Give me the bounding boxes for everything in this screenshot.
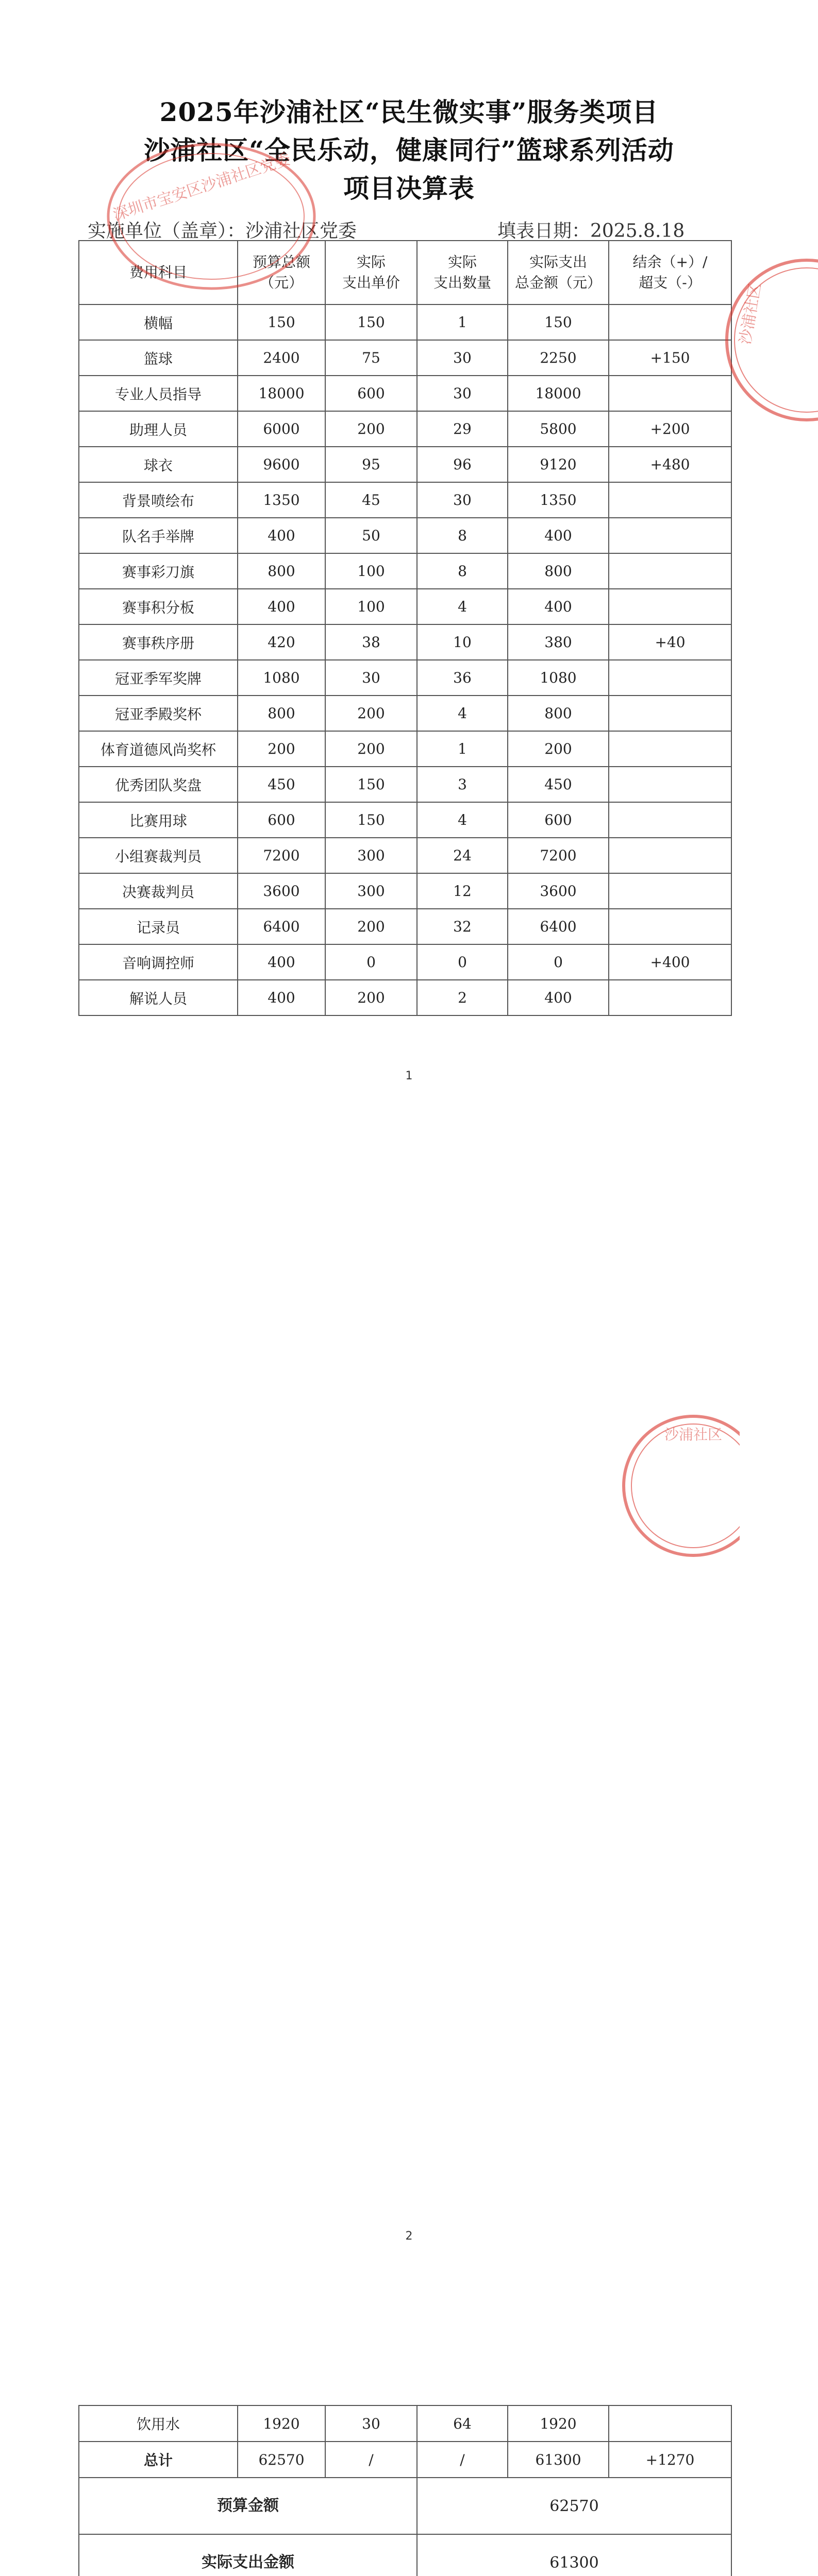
cell-budget: 450 (238, 767, 325, 802)
cell-unit-price: 100 (325, 589, 417, 624)
cell-budget: 1350 (238, 482, 325, 518)
cell-budget: 800 (238, 553, 325, 589)
cell-item: 赛事秩序册 (79, 624, 238, 660)
cell-budget: 400 (238, 589, 325, 624)
cell-item: 决赛裁判员 (79, 873, 238, 909)
cell-balance: +150 (609, 340, 731, 376)
cell-total: 450 (508, 767, 609, 802)
total-label: 总计 (79, 2442, 238, 2478)
cell-budget: 420 (238, 624, 325, 660)
table-row (79, 482, 731, 518)
table-row (79, 980, 731, 1015)
cell-total: 7200 (508, 838, 609, 873)
total-row (79, 2442, 731, 2478)
cell-balance: +200 (609, 411, 731, 447)
cell-quantity: 4 (417, 589, 508, 624)
cell-item: 专业人员指导 (79, 376, 238, 411)
table-row (79, 624, 731, 660)
cell-total: 150 (508, 304, 609, 340)
cell-budget: 3600 (238, 873, 325, 909)
cell-quantity: 24 (417, 838, 508, 873)
cell-quantity: 8 (417, 518, 508, 553)
cell-total: 6400 (508, 909, 609, 944)
cell-unit-price: 50 (325, 518, 417, 553)
table-row (79, 589, 731, 624)
cell-unit-price: 200 (325, 980, 417, 1015)
cell-unit-price: 200 (325, 411, 417, 447)
table-row (79, 944, 731, 980)
cell-balance (609, 873, 731, 909)
cell-balance (609, 553, 731, 589)
cell-budget: 6000 (238, 411, 325, 447)
table-row (79, 731, 731, 767)
cell-quantity: 36 (417, 660, 508, 696)
summary-budget-label: 预算金额 (79, 2478, 417, 2534)
cell-total: 1350 (508, 482, 609, 518)
cell-balance (609, 980, 731, 1015)
header-balance: 结余（+）/ 超支（-） (609, 241, 731, 304)
table-row (79, 304, 731, 340)
table-row (79, 553, 731, 589)
cell-unit-price: 150 (325, 802, 417, 838)
cell-balance (609, 2405, 731, 2442)
table-row (79, 873, 731, 909)
cell-item: 优秀团队奖盘 (79, 767, 238, 802)
cell-quantity: 96 (417, 447, 508, 482)
cell-item: 篮球 (79, 340, 238, 376)
table-row (79, 411, 731, 447)
cell-budget: 200 (238, 731, 325, 767)
cell-quantity: 4 (417, 802, 508, 838)
cell-quantity: 1 (417, 731, 508, 767)
seal-stamp-icon (103, 139, 320, 294)
cell-balance (609, 376, 731, 411)
header-budget: 预算总额 （元） (238, 241, 325, 304)
cell-unit-price: 30 (325, 660, 417, 696)
cell-budget: 800 (238, 696, 325, 731)
cell-unit-price: 75 (325, 340, 417, 376)
summary-actual-value: 61300 (417, 2534, 731, 2576)
cell-budget: 400 (238, 944, 325, 980)
title-line-1: 2025年沙浦社区“民生微实事”服务类项目 (159, 97, 659, 127)
header-item: 费用科目 (79, 241, 238, 304)
cell-total: 18000 (508, 376, 609, 411)
cell-item: 助理人员 (79, 411, 238, 447)
cell-quantity: 0 (417, 944, 508, 980)
svg-text:深圳市宝安区沙浦社区党委: 深圳市宝安区沙浦社区党委 (111, 150, 293, 225)
cell-item: 队名手举牌 (79, 518, 238, 553)
title-line-2: 沙浦社区“全民乐动，健康同行”篮球系列活动 (144, 135, 674, 165)
total-balance: +1270 (609, 2442, 731, 2478)
seal-stamp-bottom-icon (616, 1409, 740, 1563)
cell-unit-price: 200 (325, 731, 417, 767)
header-total: 实际支出 总金额（元） (508, 241, 609, 304)
table-row (79, 909, 731, 944)
cell-unit-price: 0 (325, 944, 417, 980)
cell-quantity: 30 (417, 482, 508, 518)
cell-budget: 18000 (238, 376, 325, 411)
cell-budget: 9600 (238, 447, 325, 482)
cell-quantity: 32 (417, 909, 508, 944)
cell-item: 背景喷绘布 (79, 482, 238, 518)
table-row (79, 2405, 731, 2442)
cell-budget: 7200 (238, 838, 325, 873)
total-amount: 61300 (508, 2442, 609, 2478)
cell-item: 比赛用球 (79, 802, 238, 838)
fill-date: 填表日期：2025.8.18 (497, 221, 685, 242)
cell-item: 解说人员 (79, 980, 238, 1015)
cell-item: 冠亚季殿奖杯 (79, 696, 238, 731)
cell-budget: 400 (238, 980, 325, 1015)
total-budget: 62570 (238, 2442, 325, 2478)
cell-total: 600 (508, 802, 609, 838)
cell-total: 3600 (508, 873, 609, 909)
cell-budget: 1080 (238, 660, 325, 696)
cell-item: 赛事积分板 (79, 589, 238, 624)
cell-quantity: 1 (417, 304, 508, 340)
cell-balance (609, 767, 731, 802)
header-unit-price: 实际 支出单价 (325, 241, 417, 304)
cell-item: 记录员 (79, 909, 238, 944)
seal-stamp-right-icon (719, 255, 818, 425)
cell-total: 200 (508, 731, 609, 767)
cell-balance (609, 518, 731, 553)
cell-total: 5800 (508, 411, 609, 447)
cell-unit-price: 95 (325, 447, 417, 482)
cell-total: 1080 (508, 660, 609, 696)
cell-quantity: 3 (417, 767, 508, 802)
cell-unit-price: 300 (325, 873, 417, 909)
table-row (79, 376, 731, 411)
table-row (79, 447, 731, 482)
cell-unit-price: 100 (325, 553, 417, 589)
budget-table-continued (78, 2405, 732, 2576)
cell-unit-price: 30 (325, 2405, 417, 2442)
summary-actual-label: 实际支出金额 (79, 2534, 417, 2576)
table-row (79, 767, 731, 802)
table-row (79, 660, 731, 696)
cell-total: 400 (508, 980, 609, 1015)
page-1 (0, 0, 818, 1156)
cell-total: 800 (508, 696, 609, 731)
cell-quantity: 12 (417, 873, 508, 909)
svg-text:沙浦社区: 沙浦社区 (664, 1426, 723, 1443)
cell-item: 体育道德风尚奖杯 (79, 731, 238, 767)
cell-total: 0 (508, 944, 609, 980)
header-quantity: 实际 支出数量 (417, 241, 508, 304)
cell-total: 380 (508, 624, 609, 660)
cell-total: 1920 (508, 2405, 609, 2442)
cell-item: 横幅 (79, 304, 238, 340)
cell-unit-price: 150 (325, 304, 417, 340)
cell-budget: 6400 (238, 909, 325, 944)
summary-budget-row (79, 2478, 731, 2534)
total-quantity: / (417, 2442, 508, 2478)
cell-quantity: 64 (417, 2405, 508, 2442)
cell-quantity: 10 (417, 624, 508, 660)
summary-actual-row (79, 2534, 731, 2576)
cell-item: 饮用水 (79, 2405, 238, 2442)
table-row (79, 518, 731, 553)
cell-total: 800 (508, 553, 609, 589)
cell-balance (609, 660, 731, 696)
cell-item: 小组赛裁判员 (79, 838, 238, 873)
cell-item: 冠亚季军奖牌 (79, 660, 238, 696)
cell-quantity: 30 (417, 376, 508, 411)
cell-balance (609, 838, 731, 873)
cell-unit-price: 200 (325, 909, 417, 944)
cell-unit-price: 150 (325, 767, 417, 802)
cell-item: 球衣 (79, 447, 238, 482)
summary-budget-value: 62570 (417, 2478, 731, 2534)
title-line-3: 项目决算表 (343, 173, 475, 204)
cell-total: 9120 (508, 447, 609, 482)
cell-budget: 150 (238, 304, 325, 340)
cell-balance (609, 589, 731, 624)
cell-unit-price: 200 (325, 696, 417, 731)
implementing-unit: 实施单位（盖章）：沙浦社区党委 (88, 221, 357, 242)
table-row (79, 802, 731, 838)
cell-balance (609, 304, 731, 340)
cell-item: 赛事彩刀旗 (79, 553, 238, 589)
cell-unit-price: 300 (325, 838, 417, 873)
cell-budget: 600 (238, 802, 325, 838)
cell-balance (609, 696, 731, 731)
cell-budget: 2400 (238, 340, 325, 376)
cell-unit-price: 600 (325, 376, 417, 411)
svg-text:沙浦社区: 沙浦社区 (736, 282, 765, 346)
cell-total: 400 (508, 589, 609, 624)
cell-balance: +480 (609, 447, 731, 482)
cell-quantity: 29 (417, 411, 508, 447)
budget-table (78, 240, 732, 1016)
cell-budget: 1920 (238, 2405, 325, 2442)
cell-balance (609, 482, 731, 518)
cell-item: 音响调控师 (79, 944, 238, 980)
cell-balance (609, 909, 731, 944)
cell-budget: 400 (238, 518, 325, 553)
table-row (79, 696, 731, 731)
table-row (79, 838, 731, 873)
cell-quantity: 4 (417, 696, 508, 731)
cell-unit-price: 38 (325, 624, 417, 660)
total-unit-price: / (325, 2442, 417, 2478)
cell-balance: +40 (609, 624, 731, 660)
cell-balance (609, 731, 731, 767)
cell-balance: +400 (609, 944, 731, 980)
cell-unit-price: 45 (325, 482, 417, 518)
cell-total: 400 (508, 518, 609, 553)
page-2 (0, 1156, 818, 2572)
cell-quantity: 8 (417, 553, 508, 589)
table-row (79, 340, 731, 376)
cell-quantity: 30 (417, 340, 508, 376)
cell-quantity: 2 (417, 980, 508, 1015)
cell-total: 2250 (508, 340, 609, 376)
cell-balance (609, 802, 731, 838)
page-number-2: 2 (405, 2230, 413, 2243)
page-number-1: 1 (405, 1070, 413, 1082)
